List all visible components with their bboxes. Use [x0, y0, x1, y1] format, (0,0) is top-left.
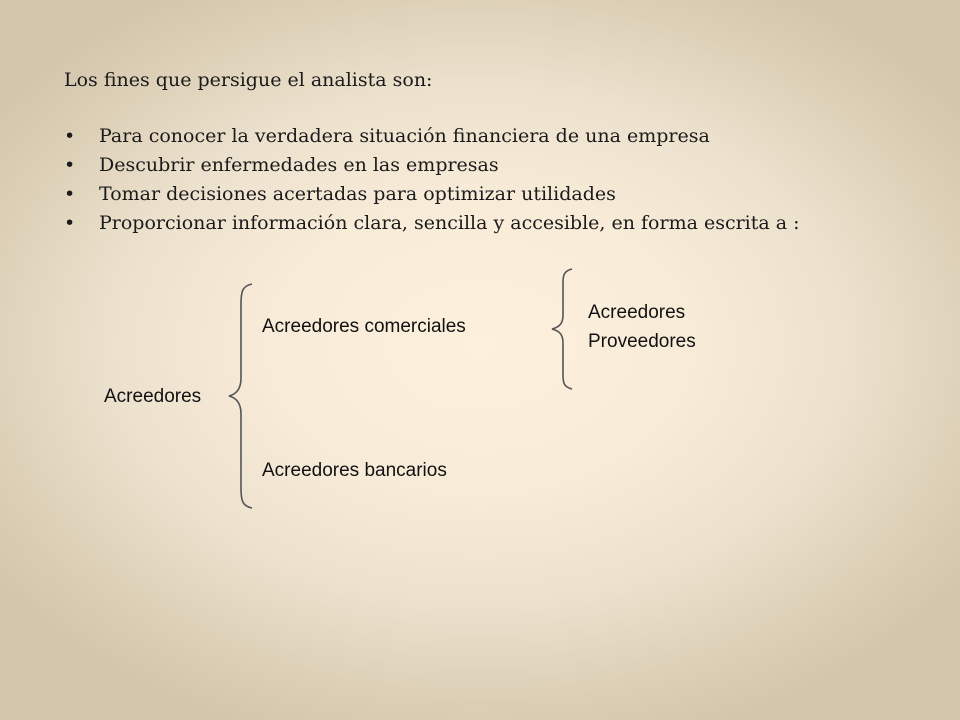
bullet-list — [64, 122, 800, 238]
bullet-item — [64, 209, 800, 238]
diagram-branch-commercial: Acreedores comerciales — [262, 316, 466, 337]
bullet-item — [64, 180, 800, 209]
bullet-dot: • — [64, 183, 76, 205]
bullet-text: Tomar decisiones acertadas para optimizar utilidades — [99, 183, 616, 205]
diagram-sub-branch-suppliers: Proveedores — [588, 331, 696, 352]
intro-text: Los fines que persigue el analista son: — [64, 69, 433, 91]
bullet-item — [64, 151, 800, 180]
diagram-branch-bank: Acreedores bancarios — [262, 460, 447, 481]
bullet-text: Proporcionar información clara, sencilla y accesible, en forma escrita a : — [99, 212, 800, 234]
bullet-dot: • — [64, 212, 76, 234]
bullet-dot: • — [64, 154, 76, 176]
left-brace — [226, 282, 256, 510]
diagram-root-label: Acreedores — [104, 386, 202, 407]
bullet-text: Para conocer la verdadera situación financiera de una empresa — [99, 125, 710, 147]
diagram-sub-branch-creditors: Acreedores — [588, 302, 686, 323]
bullet-item — [64, 122, 800, 151]
bullet-dot: • — [64, 125, 76, 147]
bullet-text: Descubrir enfermedades en las empresas — [99, 154, 499, 176]
right-brace — [545, 267, 575, 391]
